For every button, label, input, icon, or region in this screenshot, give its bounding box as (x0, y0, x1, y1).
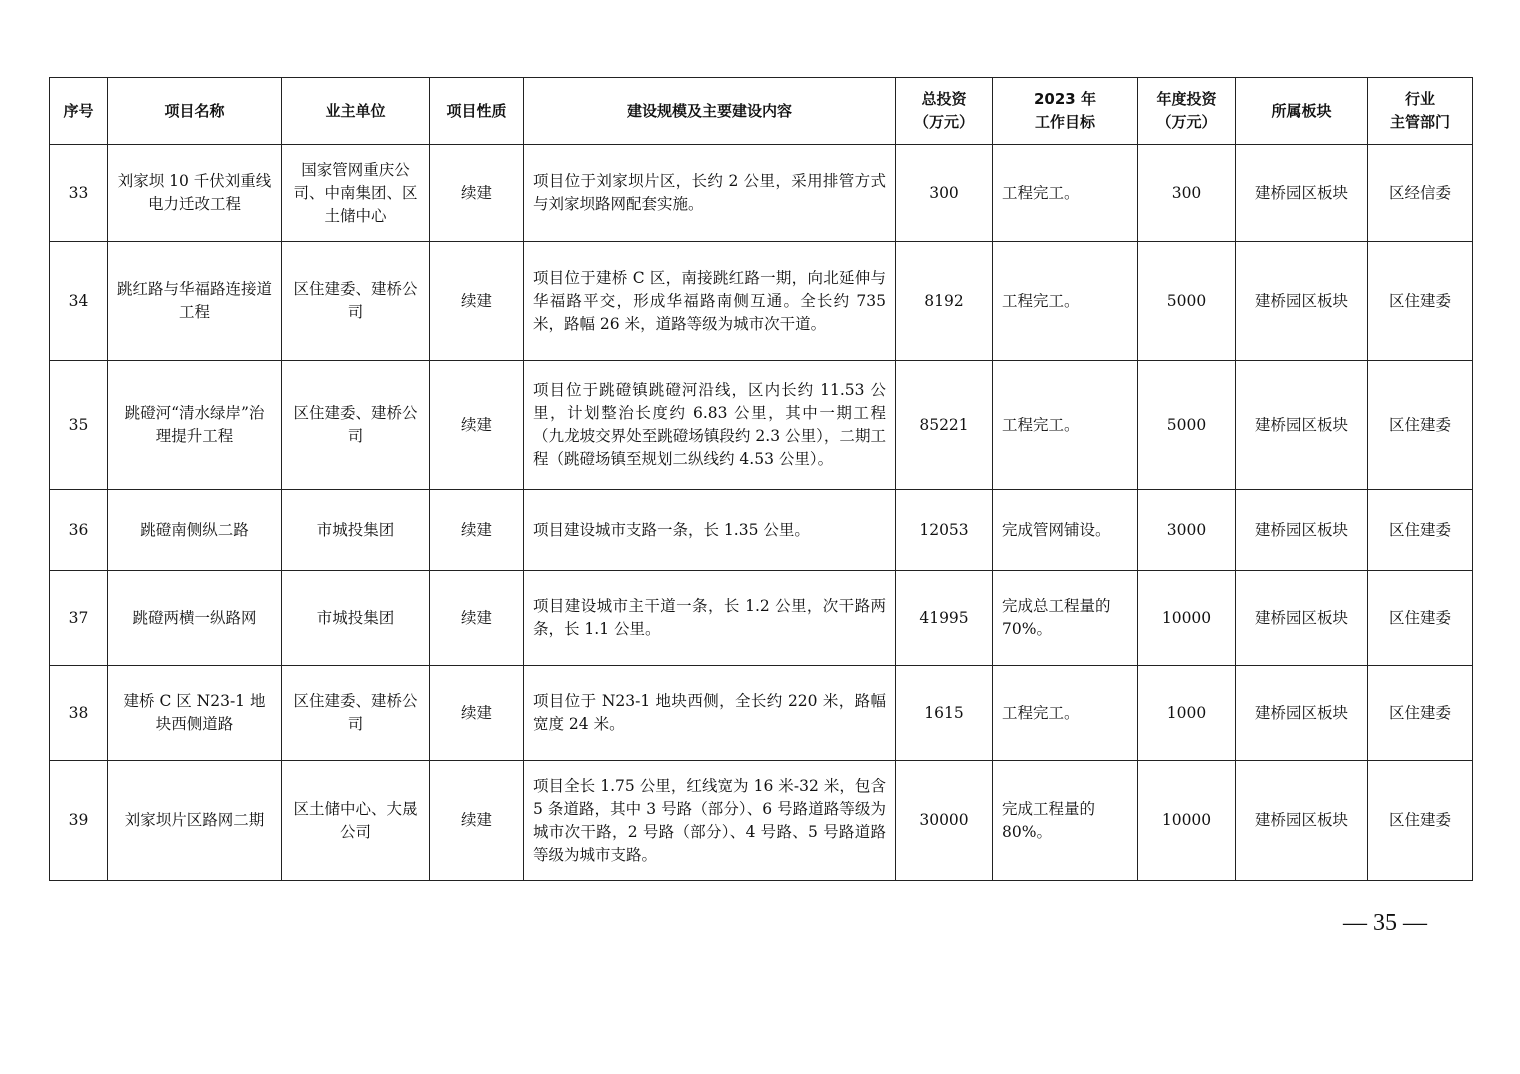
cell-total-investment: 41995 (896, 571, 993, 666)
cell-department: 区住建委 (1368, 761, 1473, 881)
cell-seq: 38 (50, 666, 108, 761)
header-annual-investment: 年度投资 （万元） (1138, 78, 1236, 145)
cell-sector: 建桥园区板块 (1236, 242, 1368, 361)
cell-content: 项目位于 N23-1 地块西侧，全长约 220 米，路幅宽度 24 米。 (524, 666, 896, 761)
cell-annual-investment: 300 (1138, 145, 1236, 242)
header-project-name: 项目名称 (108, 78, 282, 145)
table-row (50, 571, 1473, 666)
cell-department: 区住建委 (1368, 490, 1473, 571)
table-row (50, 361, 1473, 490)
cell-target: 完成管网铺设。 (993, 490, 1138, 571)
cell-owner: 市城投集团 (282, 490, 430, 571)
cell-seq: 39 (50, 761, 108, 881)
cell-annual-investment: 10000 (1138, 761, 1236, 881)
cell-department: 区住建委 (1368, 361, 1473, 490)
cell-owner: 区住建委、建桥公司 (282, 361, 430, 490)
header-department: 行业 主管部门 (1368, 78, 1473, 145)
cell-annual-investment: 1000 (1138, 666, 1236, 761)
cell-annual-investment: 10000 (1138, 571, 1236, 666)
cell-department: 区住建委 (1368, 666, 1473, 761)
cell-total-investment: 1615 (896, 666, 993, 761)
cell-owner: 国家管网重庆公司、中南集团、区土储中心 (282, 145, 430, 242)
cell-nature: 续建 (430, 145, 524, 242)
cell-target: 工程完工。 (993, 361, 1138, 490)
cell-sector: 建桥园区板块 (1236, 761, 1368, 881)
cell-target: 工程完工。 (993, 666, 1138, 761)
cell-nature: 续建 (430, 571, 524, 666)
cell-nature: 续建 (430, 361, 524, 490)
header-target: 2023 年 工作目标 (993, 78, 1138, 145)
cell-seq: 34 (50, 242, 108, 361)
header-row (50, 78, 1473, 145)
header-owner: 业主单位 (282, 78, 430, 145)
table-row (50, 145, 1473, 242)
cell-sector: 建桥园区板块 (1236, 490, 1368, 571)
cell-target: 完成工程量的80%。 (993, 761, 1138, 881)
cell-content: 项目建设城市主干道一条，长 1.2 公里，次干路两条，长 1.1 公里。 (524, 571, 896, 666)
header-seq: 序号 (50, 78, 108, 145)
table-row (50, 761, 1473, 881)
cell-target: 工程完工。 (993, 242, 1138, 361)
cell-total-investment: 300 (896, 145, 993, 242)
cell-seq: 37 (50, 571, 108, 666)
cell-content: 项目位于建桥 C 区，南接跳红路一期，向北延伸与华福路平交，形成华福路南侧互通。全长约 735 米，路幅 26 米，道路等级为城市次干道。 (524, 242, 896, 361)
cell-target: 工程完工。 (993, 145, 1138, 242)
cell-content: 项目位于刘家坝片区，长约 2 公里，采用排管方式与刘家坝路网配套实施。 (524, 145, 896, 242)
table-row (50, 666, 1473, 761)
page-number: — 35 — (1343, 910, 1427, 936)
table-row (50, 242, 1473, 361)
header-sector: 所属板块 (1236, 78, 1368, 145)
cell-owner: 区住建委、建桥公司 (282, 666, 430, 761)
project-table (49, 77, 1473, 881)
cell-sector: 建桥园区板块 (1236, 571, 1368, 666)
header-content: 建设规模及主要建设内容 (524, 78, 896, 145)
cell-content: 项目位于跳磴镇跳磴河沿线，区内长约 11.53 公里，计划整治长度约 6.83 公里，其中一期工程（九龙坡交界处至跳磴场镇段约 2.3 公里），二期工程（跳磴场镇至规划二纵线约 4.53 公里）。 (524, 361, 896, 490)
cell-owner: 区住建委、建桥公司 (282, 242, 430, 361)
cell-content: 项目全长 1.75 公里，红线宽为 16 米-32 米，包含 5 条道路，其中 3 号路（部分）、6 号路道路等级为城市次干路，2 号路（部分）、4 号路、5 号路道路等级为城市支路。 (524, 761, 896, 881)
cell-department: 区经信委 (1368, 145, 1473, 242)
cell-nature: 续建 (430, 666, 524, 761)
cell-annual-investment: 5000 (1138, 361, 1236, 490)
cell-sector: 建桥园区板块 (1236, 145, 1368, 242)
cell-project-name: 刘家坝 10 千伏刘重线电力迁改工程 (108, 145, 282, 242)
cell-seq: 36 (50, 490, 108, 571)
cell-sector: 建桥园区板块 (1236, 666, 1368, 761)
cell-nature: 续建 (430, 490, 524, 571)
cell-seq: 33 (50, 145, 108, 242)
cell-target: 完成总工程量的70%。 (993, 571, 1138, 666)
cell-total-investment: 8192 (896, 242, 993, 361)
cell-seq: 35 (50, 361, 108, 490)
cell-project-name: 建桥 C 区 N23-1 地块西侧道路 (108, 666, 282, 761)
header-total-investment: 总投资 （万元） (896, 78, 993, 145)
cell-owner: 市城投集团 (282, 571, 430, 666)
cell-content: 项目建设城市支路一条，长 1.35 公里。 (524, 490, 896, 571)
cell-annual-investment: 3000 (1138, 490, 1236, 571)
cell-nature: 续建 (430, 242, 524, 361)
cell-total-investment: 30000 (896, 761, 993, 881)
cell-nature: 续建 (430, 761, 524, 881)
cell-project-name: 跳磴河“清水绿岸”治理提升工程 (108, 361, 282, 490)
table-row (50, 490, 1473, 571)
header-nature: 项目性质 (430, 78, 524, 145)
cell-sector: 建桥园区板块 (1236, 361, 1368, 490)
cell-project-name: 跳磴南侧纵二路 (108, 490, 282, 571)
cell-project-name: 跳红路与华福路连接道工程 (108, 242, 282, 361)
cell-total-investment: 85221 (896, 361, 993, 490)
cell-owner: 区土储中心、大晟公司 (282, 761, 430, 881)
cell-project-name: 刘家坝片区路网二期 (108, 761, 282, 881)
cell-department: 区住建委 (1368, 242, 1473, 361)
cell-department: 区住建委 (1368, 571, 1473, 666)
cell-total-investment: 12053 (896, 490, 993, 571)
cell-annual-investment: 5000 (1138, 242, 1236, 361)
cell-project-name: 跳磴两横一纵路网 (108, 571, 282, 666)
